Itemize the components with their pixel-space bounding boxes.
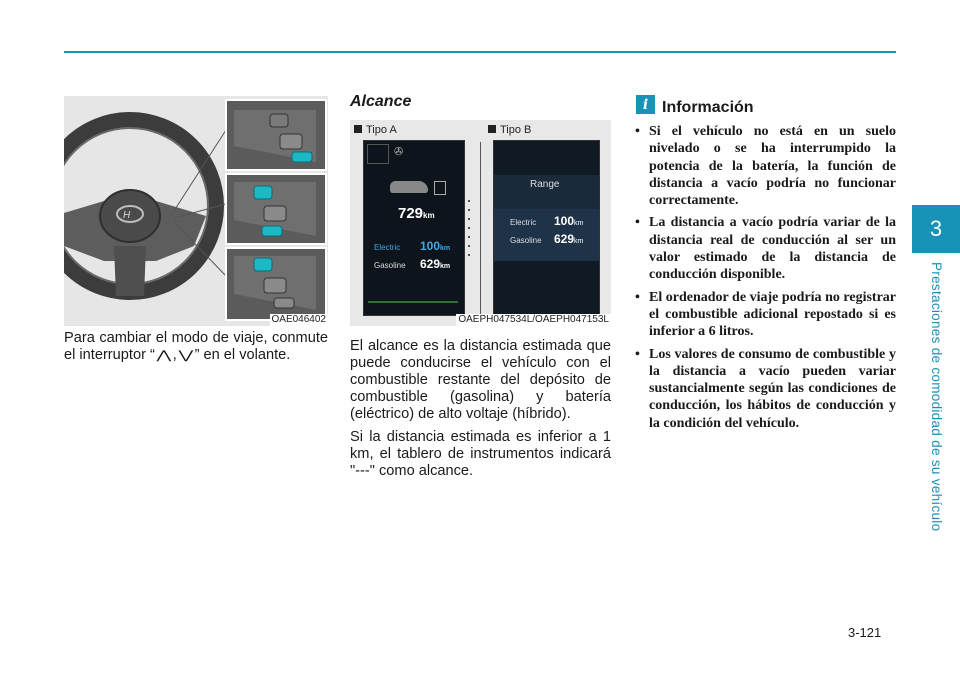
list-item: • Si el vehículo no está en un suelo nivelado o se ha interrumpido la potencia de la batería, la función de distancia a vacío podría no funcionar correctamente. [634,123,896,209]
steering-wheel-image [64,96,328,326]
gasoline-label: Gasoline [374,261,406,270]
header-rule [64,51,896,53]
display-tipo-b [493,140,600,316]
electric-label: Electric [374,243,401,252]
gasoline-value: 629km [420,257,451,271]
paragraph-text-after: ” en el volante. [194,347,291,363]
paragraph-text-before: Para cambiar el modo de viaje, conmute el interruptor “ [64,330,328,363]
display-tipo-a [363,140,465,316]
car-icon [390,181,428,193]
info-bullets [634,123,896,437]
fuel-pump-icon [434,181,446,195]
section-title: Alcance [350,93,412,110]
range-total: 729km [398,205,435,222]
drive-mode-icon: ✇ [394,146,404,158]
steering-wheel-illustration [64,96,328,326]
chapter-number: 3 [929,216,943,241]
tipo-b-label: Tipo B [488,124,531,136]
electric-label: Electric [510,218,537,227]
chevron-up-icon: ⋀ [156,348,172,362]
electric-value: 100km [554,214,584,228]
range-title: Range [530,179,560,190]
image-code: OAE046402 [271,314,326,325]
image-code: OAEPH047534L/OAEPH047153L [458,314,609,325]
paragraph: Si la distancia estimada es inferior a 1 km, el tablero de instrumentos indicará "---" como alcance. [350,429,611,479]
svg-text:H: H [123,210,131,221]
cluster-display-image [350,120,611,326]
gasoline-label: Gasoline [510,236,542,245]
status-bar [368,301,458,303]
chapter-tab [912,205,960,253]
left-paragraph [64,330,328,370]
chevron-down-icon: ⋁ [178,348,194,362]
info-title: Información [662,99,754,116]
page-number: 3-121 [848,625,882,640]
list-item: • Los valores de consumo de combustible y la distancia a vacío pueden variar sustancialmente según las condiciones de conducción, los hábitos de conducción y la condición del vehículo. [634,346,896,432]
chapter-title: Prestaciones de comodidad de su vehículo [929,262,944,532]
square-bullet-icon [488,125,496,133]
tipo-a-label: Tipo A [354,124,397,136]
info-icon: i [636,95,655,114]
list-item: • La distancia a vacío podría variar de la distancia real de conducción al ser un valor estimado de la distancia de conducción disponible. [634,214,896,283]
mode-frame [367,144,389,164]
scroll-indicator [468,200,470,260]
gasoline-value: 629km [554,232,584,246]
list-item: • El ordenador de viaje podría no registrar el combustible adicional repostado si es inferior a 6 litros. [634,289,896,341]
paragraph: El alcance es la distancia estimada que puede conducirse el vehículo con el combustible restante del depósito de combustible (gasolina) y batería (eléctrico) de alto voltaje (híbrido). [350,338,611,422]
square-bullet-icon [354,125,362,133]
divider [480,142,481,314]
symbol-separator: , [172,347,177,363]
middle-paragraphs [350,338,611,486]
electric-value: 100km [420,239,451,253]
